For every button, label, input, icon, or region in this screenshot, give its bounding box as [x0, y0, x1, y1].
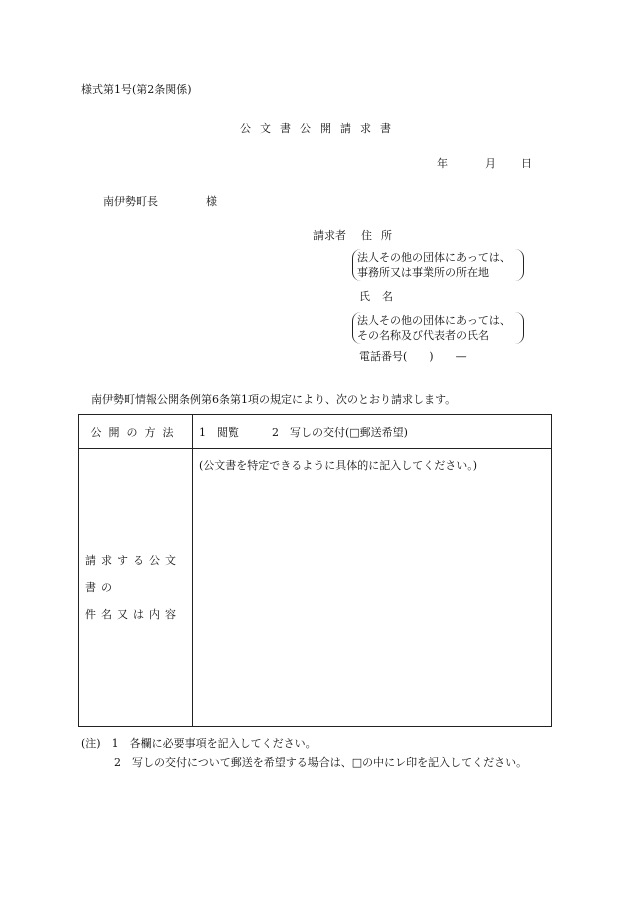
- address-note: [352, 249, 524, 281]
- subject-label: [79, 449, 193, 727]
- date-row: [437, 157, 532, 171]
- addressee-name: 南伊勢町長: [103, 195, 158, 208]
- form-number: 様式第1号(第2条関係): [81, 83, 192, 96]
- method-row: [79, 415, 552, 449]
- request-table: [78, 414, 552, 727]
- phone-label: 電話番号( ) —: [359, 350, 467, 363]
- name-note: [352, 312, 524, 344]
- note-line-2: 2 写しの交付について郵送を希望する場合は、□の中にレ印を記入してください。: [81, 756, 528, 769]
- date-year-label: 年: [437, 157, 448, 170]
- subject-row: [79, 449, 552, 727]
- name-label: 氏名: [359, 290, 405, 303]
- subject-label-line2: 件名又は内容: [85, 608, 181, 621]
- addressee-honorific: 様: [206, 195, 217, 208]
- subject-label-line1: 請求する公文書の: [85, 554, 181, 594]
- name-note-line1: 法人その他の団体にあっては、: [357, 314, 511, 327]
- page-title: 公文書公開請求書: [240, 122, 400, 135]
- method-label: 公開の方法: [79, 415, 193, 449]
- address-note-line2: 事務所又は事業所の所在地: [357, 266, 489, 279]
- address-note-line1: 法人その他の団体にあっては、: [357, 251, 511, 264]
- method-options: 1 閲覧 2 写しの交付(□郵送希望): [193, 415, 552, 449]
- note-line-1: (注) 1 各欄に必要事項を記入してください。: [81, 737, 317, 750]
- date-month-label: 月: [485, 157, 496, 170]
- subject-content-field: [193, 449, 552, 727]
- intro-text: 南伊勢町情報公開条例第6条第1項の規定により、次のとおり請求します。: [91, 393, 457, 406]
- requester-label: 請求者: [313, 229, 346, 242]
- name-note-line2: その名称及び代表者の氏名: [357, 329, 489, 342]
- address-label: 住所: [361, 229, 401, 242]
- date-day-label: 日: [521, 157, 532, 170]
- subject-instruction: (公文書を特定できるように具体的に記入してください。): [199, 459, 478, 472]
